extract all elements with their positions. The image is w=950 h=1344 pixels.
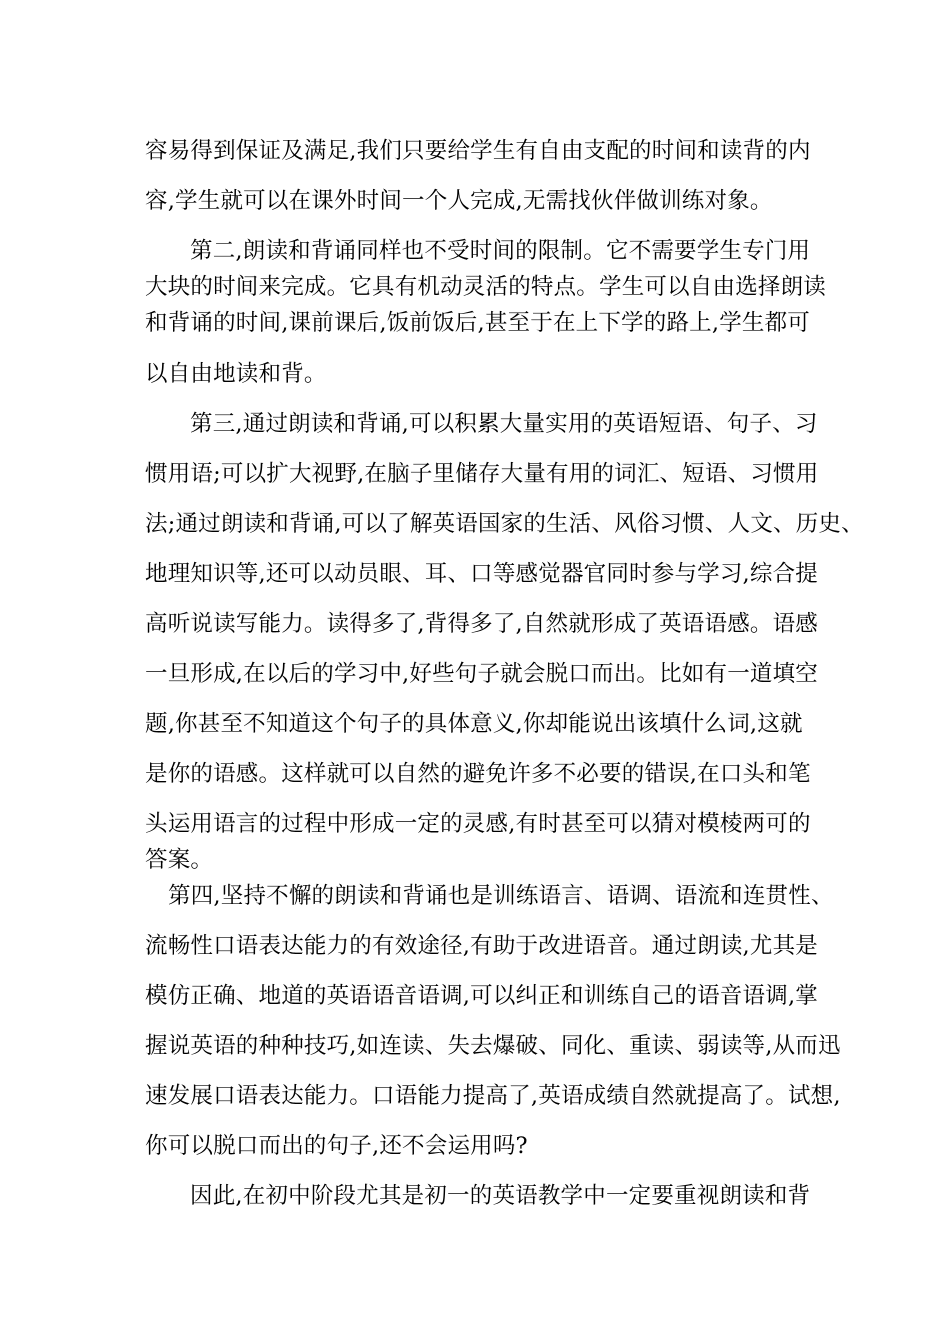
text-line: 一旦形成,在以后的学习中,好些句子就会脱口而出。比如有一道填空 xyxy=(145,661,819,687)
text-line: 流畅性口语表达能力的有效途径,有助于改进语音。通过朗读,尤其是 xyxy=(145,933,819,959)
paragraph-5-first-line: 因此,在初中阶段尤其是初一的英语教学中一定要重视朗读和背 xyxy=(190,1183,811,1209)
text-line: 题,你甚至不知道这个句子的具体意义,你却能说出该填什么词,这就 xyxy=(145,711,803,737)
paragraph-4-first-line: 第四,坚持不懈的朗读和背诵也是训练语言、语调、语流和连贯性、 xyxy=(168,883,834,909)
text-line: 握说英语的种种技巧,如连读、失去爆破、同化、重读、弱读等,从而迅 xyxy=(145,1033,841,1059)
paragraph-2-first-line: 第二,朗读和背诵同样也不受时间的限制。它不需要学生专门用 xyxy=(190,238,811,264)
text-line: 速发展口语表达能力。口语能力提高了,英语成绩自然就提高了。试想, xyxy=(145,1083,841,1109)
text-line: 地理知识等,还可以动员眼、耳、口等感觉器官同时参与学习,综合提 xyxy=(145,561,819,587)
text-line: 容易得到保证及满足,我们只要给学生有自由支配的时间和读背的内 xyxy=(145,138,811,164)
text-line: 高听说读写能力。读得多了,背得多了,自然就形成了英语语感。语感 xyxy=(145,611,819,637)
text-line: 以自由地读和背。 xyxy=(145,361,327,387)
text-line: 惯用语;可以扩大视野,在脑子里储存大量有用的词汇、短语、习惯用 xyxy=(145,461,819,487)
text-line: 你可以脱口而出的句子,还不会运用吗? xyxy=(145,1133,528,1159)
text-line: 头运用语言的过程中形成一定的灵感,有时甚至可以猜对模棱两可的 xyxy=(145,811,811,837)
text-line: 答案。 xyxy=(145,847,214,873)
text-line: 大块的时间来完成。它具有机动灵活的特点。学生可以自由选择朗读 xyxy=(145,274,827,300)
text-line: 和背诵的时间,课前课后,饭前饭后,甚至于在上下学的路上,学生都可 xyxy=(145,310,811,336)
text-line: 模仿正确、地道的英语语音语调,可以纠正和训练自己的语音语调,掌 xyxy=(145,983,819,1009)
text-line: 是你的语感。这样就可以自然的避免许多不必要的错误,在口头和笔 xyxy=(145,761,811,787)
paragraph-3-first-line: 第三,通过朗读和背诵,可以积累大量实用的英语短语、句子、习 xyxy=(190,411,818,437)
text-line: 容,学生就可以在课外时间一个人完成,无需找伙伴做训练对象。 xyxy=(145,188,773,214)
text-line: 法;通过朗读和背诵,可以了解英语国家的生活、风俗习惯、人文、历史、 xyxy=(145,511,864,537)
